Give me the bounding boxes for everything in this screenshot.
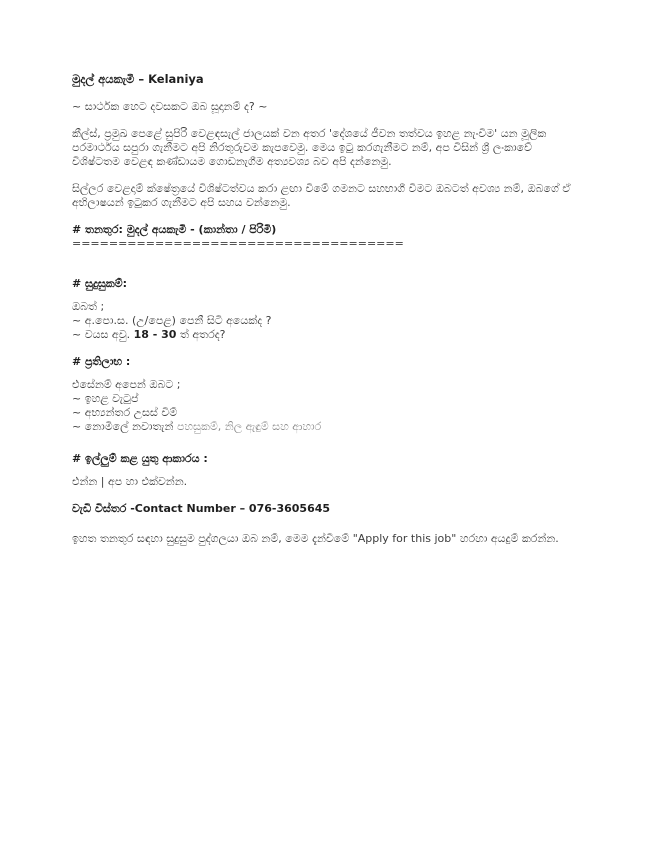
intro-paragraph-1: කීල්ස්, ප්‍රමුඛ පෙළේ සුපිරි වෙළඳසැල් ජාලයක් වන අතර 'දේශයේ ජීවන තත්වය ඉහළ නැංවීම' යන මූලික පරමාර්ථය සපුරා ගැනීමට අපි නිරතුරුවම කැපවෙමු. මෙය ඉටු කරගැනීමට නම්, අප විසින් ශ්‍රී ලංකාවේ විශිෂ්ටතම වෙළඳ කණ්ඩායම ගොඩනැගීම අත්‍යවශ්‍ය බව අපි දන්නෙමු. [72,127,547,168]
closing-instruction: ඉහත තනතුර සඳහා සුදුසුම පුද්ගලයා ඔබ නම්, මෙම දැන්වීමේ "Apply for this job" හරහා අයදුම් කරන්න. [72,532,559,545]
benefit-item-detail: පහසුකම්, නිල ඇඳුම් සහ ආහාර [176,420,322,433]
qualifications-lead: ඔබත් ; [72,300,105,313]
benefit-item-prefix: ~ නොමිලේ නවාතැන් [72,420,177,433]
age-requirement-suffix: ත් අතරද? [176,328,226,341]
qualifications-heading: # සුදුසුකම්: [72,277,127,290]
benefits-list [72,378,575,434]
job-title: මුදල් අයකැමී – Kelaniya [72,72,204,86]
qualification-item [72,328,575,342]
age-range: 18 - 30 [133,328,177,341]
separator-line: ==================================== [72,237,404,250]
contact-line [72,502,575,516]
age-requirement-prefix: ~ වයස අවු. [72,328,134,341]
apply-lead: එන්න | අප හා එක්වන්න. [72,475,188,488]
contact-number: -Contact Number – 076-3605645 [130,502,331,515]
qualifications-list [72,300,575,342]
benefit-item [72,420,575,434]
benefit-item: ~ ඉහළ වැටුප් [72,392,139,405]
benefit-item: ~ අභ්‍යන්තර උසස් වීම් [72,406,178,419]
tagline: ~ සාර්ථක හෙට දවසකට ඔබ සූදානම් ද? ~ [72,100,268,113]
position-heading: # තනතුර: මුදල් අයකැමී - (කාන්තා / පිරිමි) [72,223,277,236]
qualification-item: ~ අ.පො.ස. (උ/පෙළ) පෙනී සිටි අයෙක්ද ? [72,314,272,327]
contact-prefix: වැඩි විස්තර [72,502,131,515]
apply-heading: # ඉල්ලුම් කළ යුතු ආකාරය : [72,452,208,465]
benefits-lead: එසේනම් අපෙන් ඔබට ; [72,378,181,391]
intro-paragraph-2: සිල්ලර වෙළදාම් ක්ෂේත්‍රයේ විශිෂ්ටත්වය කරා ළඟා වීමේ ගමනට සහභාගී වීමට ඔබටත් අවශ්‍ය නම්, ඔබගේ ඒ අභිලාෂයන් ඉටුකර ගැනීමට අපි සහය වන්නෙමු. [72,182,571,209]
benefits-heading: # ප්‍රතිලාභ : [72,355,131,368]
